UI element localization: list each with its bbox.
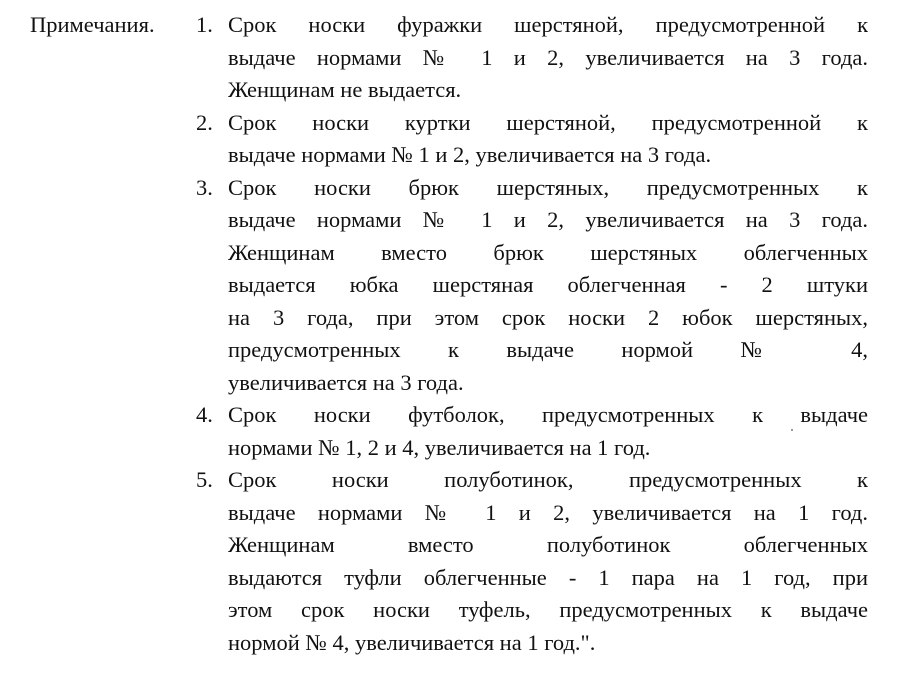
note-number: 1. bbox=[196, 12, 213, 37]
note-line: Срок носки полуботинок, предусмотренных к bbox=[228, 467, 868, 492]
note-line: Срок носки фуражки шерстяной, предусмотренной к bbox=[228, 12, 868, 37]
note-line: Женщинам вместо полуботинок облегченных bbox=[228, 532, 868, 557]
note-item-4 bbox=[196, 399, 868, 464]
note-line: нормами № 1, 2 и 4, увеличивается на 1 год. bbox=[228, 434, 651, 460]
note-line: Женщинам не выдается. bbox=[228, 77, 462, 102]
note-line: на 3 года, при этом срок носки 2 юбок шерстяных, bbox=[228, 304, 868, 330]
note-number: 3. bbox=[196, 174, 213, 200]
note-line: выдаются туфли облегченные - 1 пара на 1 год, при bbox=[228, 564, 868, 590]
notes-list bbox=[196, 9, 868, 659]
note-item-5 bbox=[196, 464, 868, 659]
note-text bbox=[228, 399, 868, 464]
note-line: Женщинам вместо брюк шерстяных облегченных bbox=[228, 239, 868, 265]
note-number: 5. bbox=[196, 467, 213, 492]
note-line: выдаче нормами № 1 и 2, увеличивается на 3 года. bbox=[228, 207, 868, 232]
note-line: нормой № 4, увеличивается на 1 год.". bbox=[228, 629, 596, 655]
note-line: выдаче нормами № 1 и 2, увеличивается на 3 года. bbox=[228, 44, 868, 70]
note-item-1 bbox=[196, 9, 868, 107]
scan-speck bbox=[791, 429, 793, 431]
note-number: 2. bbox=[196, 109, 213, 135]
note-line: Срок носки футболок, предусмотренных к выдаче bbox=[228, 402, 868, 427]
note-line: выдается юбка шерстяная облегченная - 2 штуки bbox=[228, 272, 868, 297]
note-line: увеличивается на 3 года. bbox=[228, 369, 464, 395]
note-text bbox=[228, 172, 868, 400]
note-line: Срок носки брюк шерстяных, предусмотренных к bbox=[228, 174, 868, 200]
note-text bbox=[228, 9, 868, 107]
note-number: 4. bbox=[196, 402, 213, 427]
note-item-2 bbox=[196, 107, 868, 172]
note-line: выдаче нормами № 1 и 2, увеличивается на 1 год. bbox=[228, 499, 868, 525]
note-text bbox=[228, 464, 868, 659]
note-line: этом срок носки туфель, предусмотренных к выдаче bbox=[228, 597, 868, 622]
note-text bbox=[228, 107, 868, 172]
note-line: выдаче нормами № 1 и 2, увеличивается на 3 года. bbox=[228, 142, 712, 167]
notes-label: Примечания. bbox=[30, 12, 155, 37]
note-line: Срок носки куртки шерстяной, предусмотренной к bbox=[228, 109, 868, 135]
note-item-3 bbox=[196, 172, 868, 400]
note-line: предусмотренных к выдаче нормой № 4, bbox=[228, 337, 868, 362]
